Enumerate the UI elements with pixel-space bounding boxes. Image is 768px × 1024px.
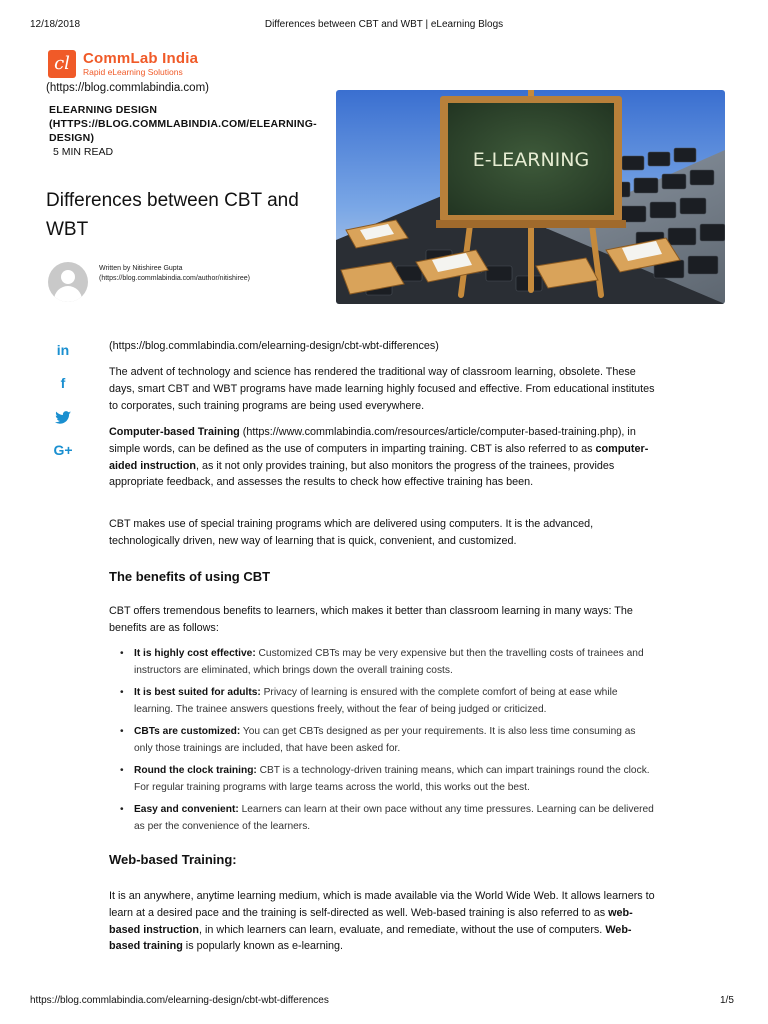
cbt-definition-paragraph bbox=[109, 424, 657, 491]
article-permalink[interactable]: (https://blog.commlabindia.com/elearning-design/cbt-wbt-differences) bbox=[109, 340, 439, 352]
google-plus-icon[interactable]: G+ bbox=[53, 442, 73, 458]
author-name: Written by Nitishiree Gupta bbox=[99, 265, 183, 272]
article-title: Differences between CBT and WBT bbox=[46, 190, 299, 240]
benefits-heading: The benefits of using CBT bbox=[109, 569, 271, 584]
list-item bbox=[109, 685, 657, 718]
cbt-definition-text: (https://www.commlabindia.com/resources/article/computer-based-training.php), in simple words, can be defined as the use of computers in imparting training. CBT is also referred to as bbox=[109, 426, 636, 455]
benefit-text: CBT is a technology-driven training means, which can impart trainings round the clock. For regular training programs with large teams across the world, this works out the best. bbox=[134, 765, 650, 793]
wbt-heading: Web-based Training: bbox=[109, 852, 237, 867]
hero-image bbox=[336, 90, 725, 304]
logo-mark: cl bbox=[54, 53, 70, 74]
benefit-title: It is highly cost effective: bbox=[134, 648, 256, 659]
print-date: 12/18/2018 bbox=[30, 19, 81, 30]
twitter-icon[interactable] bbox=[54, 408, 72, 429]
category-link[interactable]: ELEARNING DESIGN bbox=[49, 104, 158, 116]
list-item bbox=[109, 646, 657, 679]
benefit-title: CBTs are customized: bbox=[134, 726, 241, 737]
benefits-intro-paragraph: CBT offers tremendous benefits to learners, which makes it better than classroom learning in many ways: The benefits are as follows: bbox=[109, 605, 633, 634]
logo-name[interactable]: CommLab India bbox=[83, 50, 199, 67]
benefit-text: Privacy of learning is ensured with the complete comfort of being at ease while learning. The trainee answers questions freely, without the fear of being judged or criticized. bbox=[134, 687, 618, 715]
read-time: 5 MIN READ bbox=[53, 146, 114, 158]
benefit-title: It is best suited for adults: bbox=[134, 687, 261, 698]
category-url-line1[interactable]: (HTTPS://BLOG.COMMLABINDIA.COM/ELEARNING- bbox=[49, 118, 317, 130]
category-url-line2[interactable]: DESIGN) bbox=[49, 132, 95, 144]
author-link[interactable]: (https://blog.commlabindia.com/author/nitishiree) bbox=[99, 275, 250, 282]
cbt-term2: computer-aided instruction bbox=[109, 442, 649, 472]
blog-home-link[interactable]: (https://blog.commlabindia.com) bbox=[46, 82, 209, 94]
print-title: Differences between CBT and WBT | eLearning Blogs bbox=[264, 19, 504, 30]
benefits-list bbox=[109, 646, 657, 841]
wbt-text: It is an anywhere, anytime learning medium, which is made available via the World Wide Web. It allows learners to learn at a desired pace and the training is self-directed as well. Web-based training is also referred to as bbox=[109, 890, 655, 919]
print-url: https://blog.commlabindia.com/elearning-design/cbt-wbt-differences bbox=[30, 995, 329, 1006]
cbt-term-link[interactable]: Computer-based Training bbox=[109, 426, 240, 438]
benefit-text: You can get CBTs designed as per your requirements. It is also less time consuming as only those trainings are included, that have been asked for. bbox=[134, 726, 636, 754]
linkedin-icon[interactable]: in bbox=[56, 342, 70, 358]
wbt-paragraph bbox=[109, 888, 657, 955]
board-text: E-LEARNING bbox=[472, 149, 590, 171]
benefit-title: Easy and convenient: bbox=[134, 804, 239, 815]
commlab-logo-icon[interactable] bbox=[48, 50, 76, 78]
wbt-text2: , in which learners can learn, evaluate, and remediate, without the use of computers. bbox=[199, 923, 606, 936]
cbt-description-paragraph: CBT makes use of special training programs which are delivered using computers. It is the advanced, technologically driven, new way of learning that is quick, convenient, and customized. bbox=[109, 518, 594, 547]
intro-paragraph: The advent of technology and science has rendered the traditional way of classroom learning, obsolete. These days, smart CBT and WBT programs have made learning highly focused and effective. From educational institutes to corporates, such training programs are being used everywhere. bbox=[109, 366, 655, 412]
list-item bbox=[109, 802, 657, 835]
facebook-icon[interactable]: f bbox=[60, 375, 66, 391]
cbt-definition-text2: , as it not only provides training, but also monitors the progress of the trainees, provides appropriate feedback, and assesses the results to check how effective training has been. bbox=[109, 459, 615, 489]
wbt-text3: is popularly known as e-learning. bbox=[182, 940, 344, 953]
benefit-title: Round the clock training: bbox=[134, 765, 257, 776]
list-item bbox=[109, 763, 657, 796]
benefit-text: Customized CBTs may be very expensive but then the travelling costs of trainees and instructors are eliminated, which brings down the overall training costs. bbox=[134, 648, 644, 676]
logo-tagline: Rapid eLearning Solutions bbox=[83, 67, 183, 77]
avatar bbox=[48, 262, 88, 302]
benefit-text: Learners can learn at their own pace without any time pressures. Learning can be delivered as per the convenience of the learners. bbox=[134, 804, 654, 832]
list-item bbox=[109, 724, 657, 757]
wbt-term2: Web-based training bbox=[109, 923, 632, 953]
wbt-term: web-based instruction bbox=[109, 906, 633, 936]
print-page-number: 1/5 bbox=[720, 995, 734, 1006]
